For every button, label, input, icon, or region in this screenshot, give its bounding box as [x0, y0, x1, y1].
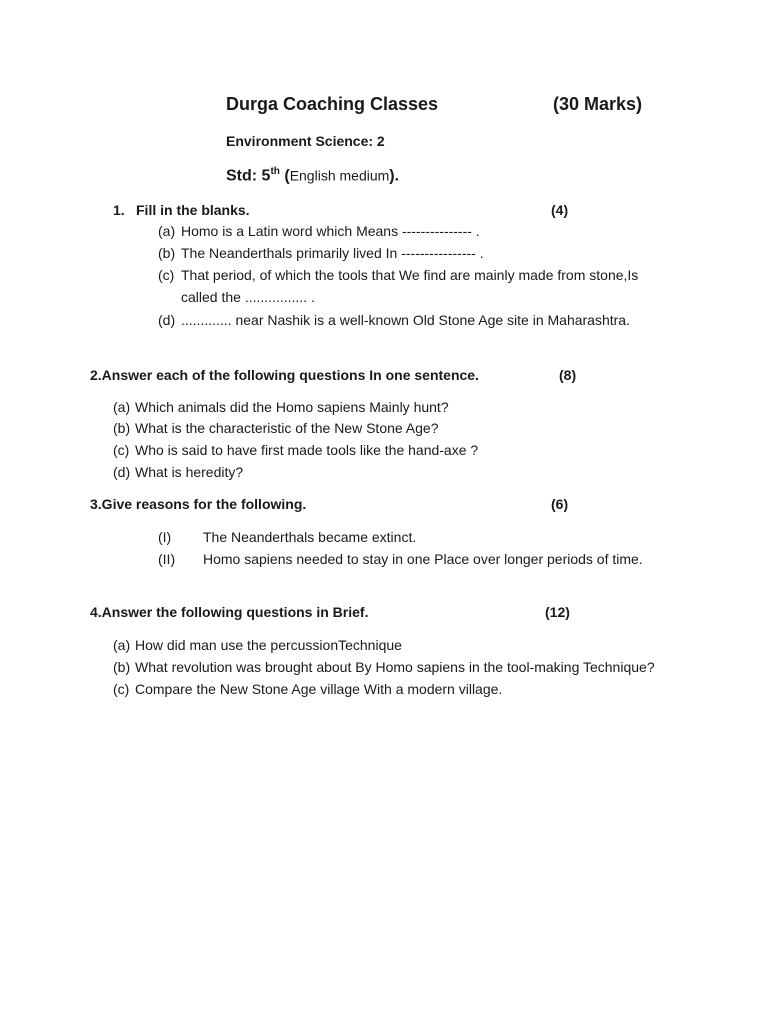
q1-item-c [158, 267, 678, 311]
subject-title: Environment Science: 2 [226, 133, 385, 149]
q4-item-b [113, 659, 683, 679]
total-marks: (30 Marks) [553, 94, 643, 114]
q2-item-d [113, 464, 673, 484]
item-text: How did man use the percussionTechnique [135, 637, 402, 653]
item-label: (d) [158, 312, 176, 328]
item-label: (b) [113, 659, 131, 675]
std-close-paren: ). [389, 167, 400, 185]
item-text: Homo is a Latin word which Means --------------- . [181, 223, 480, 239]
q2-item-a [113, 399, 673, 419]
q1-item-d [158, 312, 678, 332]
item-text: What is heredity? [135, 464, 244, 480]
item-text: Who is said to have first made tools like the hand-axe ? [135, 442, 479, 458]
item-label: (d) [113, 464, 131, 480]
q1-marks: (4) [551, 202, 569, 218]
q1-heading: Fill in the blanks. [136, 202, 250, 218]
item-text: The Neanderthals primarily lived In ---------------- . [181, 245, 484, 261]
q1-number: 1. [113, 202, 125, 218]
item-text-continued: called the ................ . [181, 289, 315, 305]
medium-text: English medium [289, 167, 390, 184]
q2-marks: (8) [559, 367, 577, 383]
item-text: Which animals did the Homo sapiens Mainly hunt? [135, 399, 449, 415]
item-label: (I) [158, 529, 172, 545]
item-label: (b) [113, 420, 131, 436]
item-text: That period, of which the tools that We find are mainly made from stone,Is [181, 267, 639, 283]
item-label: (a) [158, 223, 176, 239]
q3-item-1 [158, 529, 678, 549]
standard-line [226, 166, 399, 185]
q2-item-b [113, 420, 673, 440]
item-label: (a) [113, 637, 131, 653]
q2-item-c [113, 442, 673, 462]
item-text: What is the characteristic of the New Stone Age? [135, 420, 439, 436]
q1-item-a [158, 223, 678, 243]
item-label: (a) [113, 399, 131, 415]
item-text: What revolution was brought about By Homo sapiens in the tool-making Technique? [135, 659, 655, 675]
q4-marks: (12) [545, 604, 570, 620]
item-label: (c) [113, 681, 130, 697]
item-label: (c) [113, 442, 130, 458]
item-label: (b) [158, 245, 176, 261]
item-label: (c) [158, 267, 175, 283]
std-label: Std: 5 [226, 167, 271, 185]
q3-heading: 3.Give reasons for the following. [90, 496, 307, 512]
q2-heading: 2.Answer each of the following questions In one sentence. [90, 367, 479, 383]
item-text: The Neanderthals became extinct. [203, 529, 417, 545]
q4-item-c [113, 681, 683, 701]
item-text: Compare the New Stone Age village With a modern village. [135, 681, 503, 697]
std-superscript: th [270, 166, 280, 177]
item-label: (II) [158, 551, 176, 567]
q1-item-b [158, 245, 678, 265]
std-open-paren: ( [279, 167, 290, 185]
item-text: Homo sapiens needed to stay in one Place over longer periods of time. [203, 551, 643, 567]
q4-item-a [113, 637, 683, 657]
q3-marks: (6) [551, 496, 569, 512]
item-text: ............. near Nashik is a well-known Old Stone Age site in Maharashtra. [181, 312, 630, 328]
q4-heading: 4.Answer the following questions in Brief. [90, 604, 369, 620]
q3-item-2 [158, 551, 678, 571]
school-name: Durga Coaching Classes [226, 94, 439, 114]
